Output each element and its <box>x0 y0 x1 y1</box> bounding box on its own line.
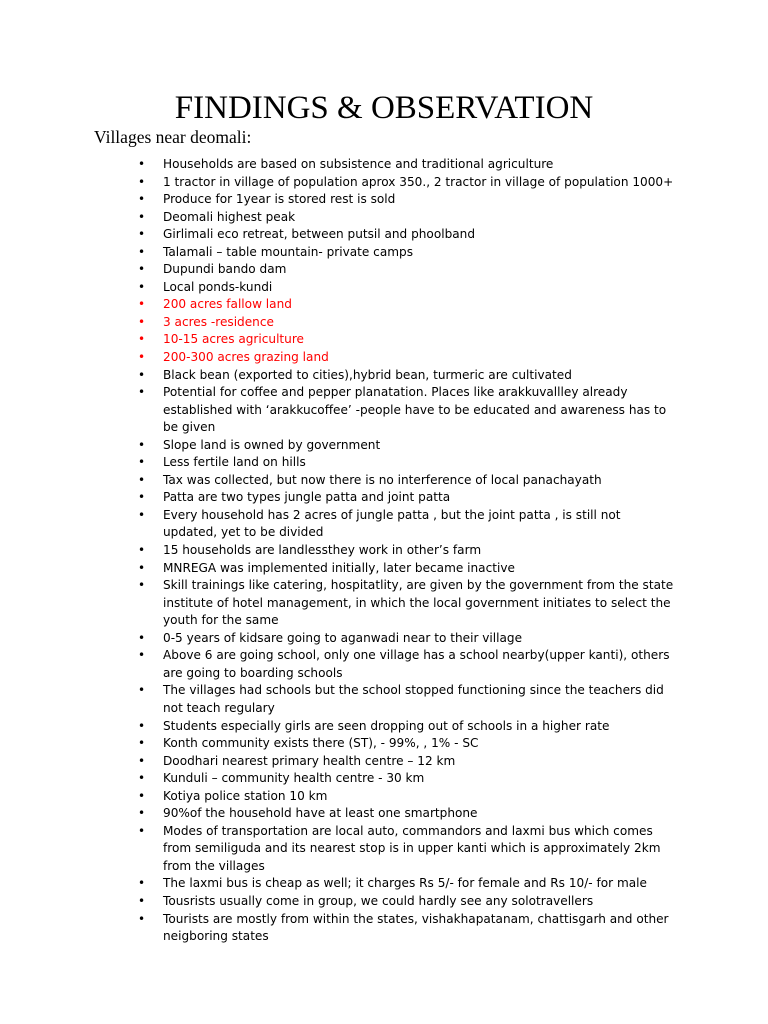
list-item <box>0 244 768 262</box>
bullet-icon: • <box>138 472 146 487</box>
bullet-icon: • <box>138 367 146 382</box>
list-item <box>0 489 768 507</box>
list-item-text: Doodhari nearest primary health centre – 12 km <box>163 753 456 768</box>
list-item <box>0 630 768 648</box>
list-item-text: The villages had schools but the school stopped functioning since the teachers did not teach regulary <box>163 683 664 715</box>
list-item-text: Talamali – table mountain- private camps <box>163 244 414 259</box>
bullet-icon: • <box>138 718 146 733</box>
list-item-text: Households are based on subsistence and traditional agriculture <box>163 157 554 171</box>
bullet-icon: • <box>138 683 146 698</box>
list-item-text: Students especially girls are seen dropping out of schools in a higher rate <box>163 718 610 733</box>
list-item <box>0 296 768 314</box>
list-item-text: 10-15 acres agriculture <box>163 332 304 347</box>
list-item-text: 90%of the household have at least one smartphone <box>163 806 478 821</box>
list-item-text: Girlimali eco retreat, between putsil and phoolband <box>163 227 476 242</box>
list-item-text: 15 households are landlessthey work in other’s farm <box>163 543 482 558</box>
list-item <box>0 384 768 437</box>
section-heading: Villages near deomali: <box>94 127 252 147</box>
list-item <box>0 472 768 490</box>
list-item <box>0 174 768 192</box>
list-item <box>0 753 768 771</box>
list-item-text: Potential for coffee and pepper planatation. Places like arakkuvallley already established with ‘arakkucoffee’ -people have to be educated and awareness has to be given <box>163 385 667 435</box>
bullet-icon: • <box>138 209 146 224</box>
list-item <box>0 823 768 876</box>
bullet-icon: • <box>138 753 146 768</box>
list-item-text: 1 tractor in village of population aprox 350., 2 tractor in village of population 1000+ <box>163 174 674 189</box>
bullet-icon: • <box>138 279 146 294</box>
list-item-text: Black bean (exported to cities),hybrid bean, turmeric are cultivated <box>163 367 572 382</box>
list-item <box>0 735 768 753</box>
list-item <box>0 542 768 560</box>
list-item-text: 200 acres fallow land <box>163 297 292 312</box>
list-item-text: Konth community exists there (ST), - 99%, , 1% - SC <box>163 736 479 751</box>
bullet-icon: • <box>138 543 146 558</box>
bullet-icon: • <box>138 455 146 470</box>
bullet-icon: • <box>138 507 146 522</box>
list-item-text: 0-5 years of kidsare going to aganwadi near to their village <box>163 630 523 645</box>
bullet-icon: • <box>138 736 146 751</box>
bullet-icon: • <box>138 788 146 803</box>
list-item <box>0 560 768 578</box>
list-item-text: Modes of transportation are local auto, commandors and laxmi bus which comes from semiliguda and its nearest stop is in upper kanti which is approximately 2km from the villages <box>163 823 661 873</box>
list-item-text: Kunduli – community health centre - 30 km <box>163 771 425 786</box>
bullet-icon: • <box>138 157 146 171</box>
bullet-icon: • <box>138 490 146 505</box>
list-item <box>0 647 768 682</box>
bullet-icon: • <box>138 648 146 663</box>
list-item <box>0 261 768 279</box>
bullet-icon: • <box>138 262 146 277</box>
page-title: FINDINGS & OBSERVATION <box>174 90 594 126</box>
list-item <box>0 454 768 472</box>
bullet-icon: • <box>138 350 146 365</box>
bullet-icon: • <box>138 911 146 926</box>
bullet-icon: • <box>138 332 146 347</box>
list-item-text: 3 acres -residence <box>163 314 274 329</box>
bullet-icon: • <box>138 630 146 645</box>
list-item <box>0 682 768 717</box>
list-item <box>0 209 768 227</box>
list-item-text: Deomali highest peak <box>163 209 296 224</box>
bullet-icon: • <box>138 314 146 329</box>
list-item <box>0 507 768 542</box>
list-item <box>0 349 768 367</box>
list-item-text: Produce for 1year is stored rest is sold <box>163 192 396 207</box>
list-item <box>0 875 768 893</box>
list-item-text: Dupundi bando dam <box>163 262 287 277</box>
bullet-icon: • <box>138 578 146 593</box>
bullet-icon: • <box>138 244 146 259</box>
list-item <box>0 156 768 174</box>
findings-list <box>0 156 768 946</box>
list-item-text: Local ponds-kundi <box>163 279 273 294</box>
list-item <box>0 226 768 244</box>
list-item <box>0 577 768 630</box>
bullet-icon: • <box>138 192 146 207</box>
list-item <box>0 314 768 332</box>
list-item-text: Less fertile land on hills <box>163 455 306 470</box>
list-item <box>0 279 768 297</box>
bullet-icon: • <box>138 437 146 452</box>
list-item-text: Tourists are mostly from within the states, vishakhapatanam, chattisgarh and other neigboring states <box>163 911 669 944</box>
list-item-text: Tousrists usually come in group, we could hardly see any solotravellers <box>163 893 594 908</box>
bullet-icon: • <box>138 297 146 312</box>
list-item-text: 200-300 acres grazing land <box>163 350 329 365</box>
list-item-text: MNREGA was implemented initially, later became inactive <box>163 560 515 575</box>
bullet-icon: • <box>138 771 146 786</box>
bullet-icon: • <box>138 823 146 838</box>
list-item-text: Tax was collected, but now there is no interference of local panachayath <box>163 472 602 487</box>
list-item <box>0 191 768 209</box>
bullet-icon: • <box>138 806 146 821</box>
list-item <box>0 893 768 911</box>
list-item-text: Kotiya police station 10 km <box>163 788 328 803</box>
list-item-text: Slope land is owned by government <box>163 437 381 452</box>
bullet-icon: • <box>138 174 146 189</box>
bullet-icon: • <box>138 385 146 400</box>
bullet-icon: • <box>138 893 146 908</box>
list-item <box>0 367 768 385</box>
list-item-text: The laxmi bus is cheap as well; it charges Rs 5/- for female and Rs 10/- for male <box>163 876 647 891</box>
list-item <box>0 805 768 823</box>
list-item-text: Patta are two types jungle patta and joint patta <box>163 490 451 505</box>
bullet-icon: • <box>138 876 146 891</box>
list-item-text: Above 6 are going school, only one village has a school nearby(upper kanti), others are going to boarding schools <box>163 648 670 680</box>
bullet-icon: • <box>138 227 146 242</box>
list-item <box>0 911 768 946</box>
list-item <box>0 770 768 788</box>
list-item-text: Every household has 2 acres of jungle patta , but the joint patta , is still not updated, yet to be divided <box>163 507 621 540</box>
list-item <box>0 331 768 349</box>
list-item <box>0 788 768 806</box>
bullet-icon: • <box>138 560 146 575</box>
list-item <box>0 718 768 736</box>
list-item-text: Skill trainings like catering, hospitatlity, are given by the government from the state institute of hotel management, in which the local government initiates to select the youth for the same <box>163 578 674 628</box>
list-item <box>0 437 768 455</box>
